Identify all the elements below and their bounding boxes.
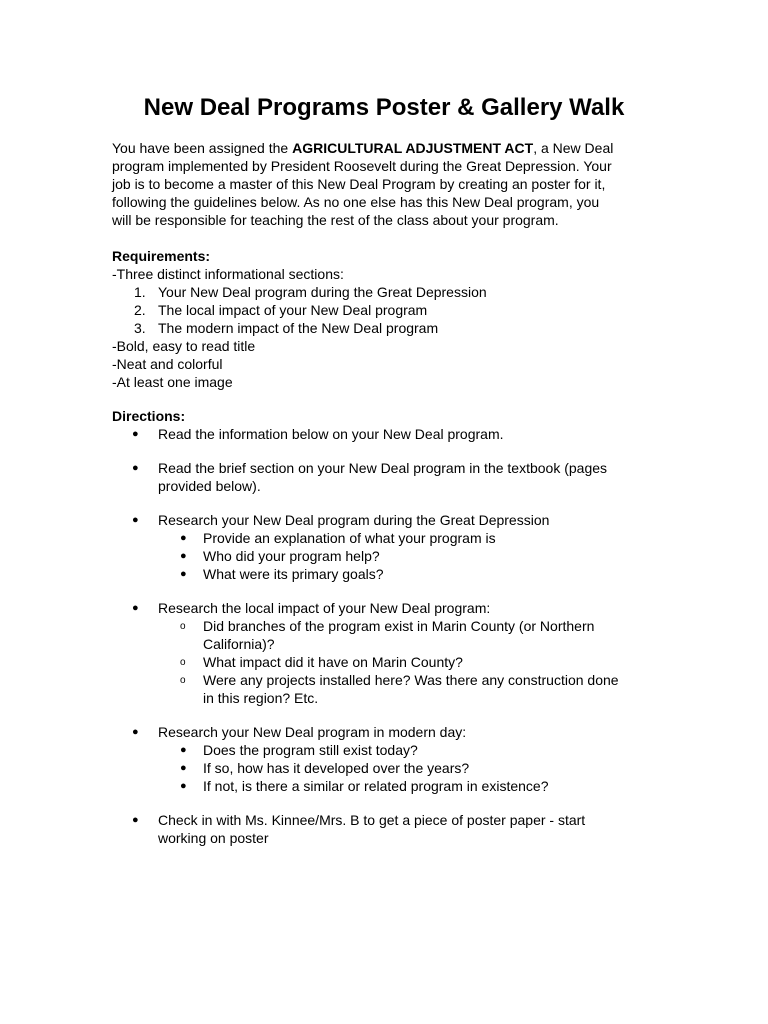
sub-item-text: What impact did it have on Marin County? — [203, 654, 463, 670]
bullet-icon: ● — [180, 568, 187, 580]
directions-heading: Directions: — [112, 408, 186, 424]
direction-item — [112, 459, 672, 495]
requirement-extra: -Neat and colorful — [112, 356, 223, 372]
sub-item — [112, 529, 672, 547]
intro-paragraph — [112, 139, 672, 229]
sub-item — [112, 741, 672, 759]
requirements-heading: Requirements: — [112, 248, 211, 264]
intro-line-1 — [112, 139, 672, 157]
numbered-item-text: The modern impact of the New Deal program — [158, 320, 439, 336]
numbered-item-text: The local impact of your New Deal program — [158, 302, 428, 318]
sub-item — [112, 777, 672, 795]
direction-text: working on poster — [158, 830, 269, 846]
bullet-icon: ● — [132, 726, 139, 738]
item-number: 3. — [134, 320, 146, 336]
page-title: New Deal Programs Poster & Gallery Walk — [143, 94, 625, 121]
intro-line-2: program implemented by President Roosevelt during the Great Depression. Your — [112, 158, 612, 174]
direction-text: Read the information below on your New Deal program. — [158, 426, 504, 442]
direction-text: Research the local impact of your New Deal program: — [158, 600, 491, 616]
direction-item — [112, 599, 672, 617]
bullet-icon: ● — [132, 428, 139, 440]
assigned-program: AGRICULTURAL ADJUSTMENT ACT — [292, 140, 534, 156]
item-number: 1. — [134, 284, 146, 300]
circle-bullet-icon: o — [180, 621, 186, 632]
intro-line-3: job is to become a master of this New Deal Program by creating an poster for it, — [112, 176, 606, 192]
direction-item — [112, 511, 672, 529]
numbered-item — [112, 283, 672, 301]
intro-line-1-suffix: , a New Deal — [533, 140, 614, 156]
bullet-icon: ● — [180, 550, 187, 562]
sub-item — [112, 759, 672, 777]
sub-item-text: Provide an explanation of what your program is — [203, 530, 496, 546]
sub-item-text: Does the program still exist today? — [203, 742, 418, 758]
numbered-item — [112, 319, 672, 337]
sub-item-text: California)? — [203, 636, 275, 652]
sub-item-text: Did branches of the program exist in Marin County (or Northern — [203, 618, 595, 634]
direction-text: provided below). — [158, 478, 261, 494]
direction-item — [112, 723, 672, 741]
bullet-icon: ● — [132, 514, 139, 526]
bullet-icon: ● — [132, 462, 139, 474]
sub-item-text: Were any projects installed here? Was there any construction done — [203, 672, 619, 688]
sub-item-text: If not, is there a similar or related program in existence? — [203, 778, 549, 794]
numbered-item — [112, 301, 672, 319]
intro-line-4: following the guidelines below. As no one else has this New Deal program, you — [112, 194, 600, 210]
circle-bullet-icon: o — [180, 675, 186, 686]
requirement-extra: -Bold, easy to read title — [112, 338, 256, 354]
item-number: 2. — [134, 302, 146, 318]
direction-text: Read the brief section on your New Deal program in the textbook (pages — [158, 460, 608, 476]
directions-section — [112, 407, 672, 847]
requirement-extra: -At least one image — [112, 374, 233, 390]
direction-item — [112, 811, 672, 847]
bullet-icon: ● — [180, 780, 187, 792]
circle-bullet-icon: o — [180, 657, 186, 668]
sub-item-text: What were its primary goals? — [203, 566, 384, 582]
intro-prefix: You have been assigned the — [112, 140, 293, 156]
sub-item-text: If so, how has it developed over the years? — [203, 760, 470, 776]
sub-item — [112, 671, 672, 707]
requirements-section — [112, 247, 672, 391]
sub-item — [112, 565, 672, 583]
sub-item — [112, 617, 672, 653]
bullet-icon: ● — [180, 762, 187, 774]
sub-item-text: Who did your program help? — [203, 548, 380, 564]
sections-requirement: -Three distinct informational sections: — [112, 266, 344, 282]
direction-item — [112, 425, 672, 443]
bullet-icon: ● — [132, 814, 139, 826]
numbered-item-text: Your New Deal program during the Great Depression — [158, 284, 487, 300]
sub-item — [112, 653, 672, 671]
intro-line-5: will be responsible for teaching the rest of the class about your program. — [112, 212, 559, 228]
sub-item-text: in this region? Etc. — [203, 690, 319, 706]
bullet-icon: ● — [180, 532, 187, 544]
direction-text: Check in with Ms. Kinnee/Mrs. B to get a piece of poster paper - start — [158, 812, 586, 828]
direction-text: Research your New Deal program during the Great Depression — [158, 512, 550, 528]
sub-item — [112, 547, 672, 565]
bullet-icon: ● — [132, 602, 139, 614]
bullet-icon: ● — [180, 744, 187, 756]
direction-text: Research your New Deal program in modern day: — [158, 724, 467, 740]
